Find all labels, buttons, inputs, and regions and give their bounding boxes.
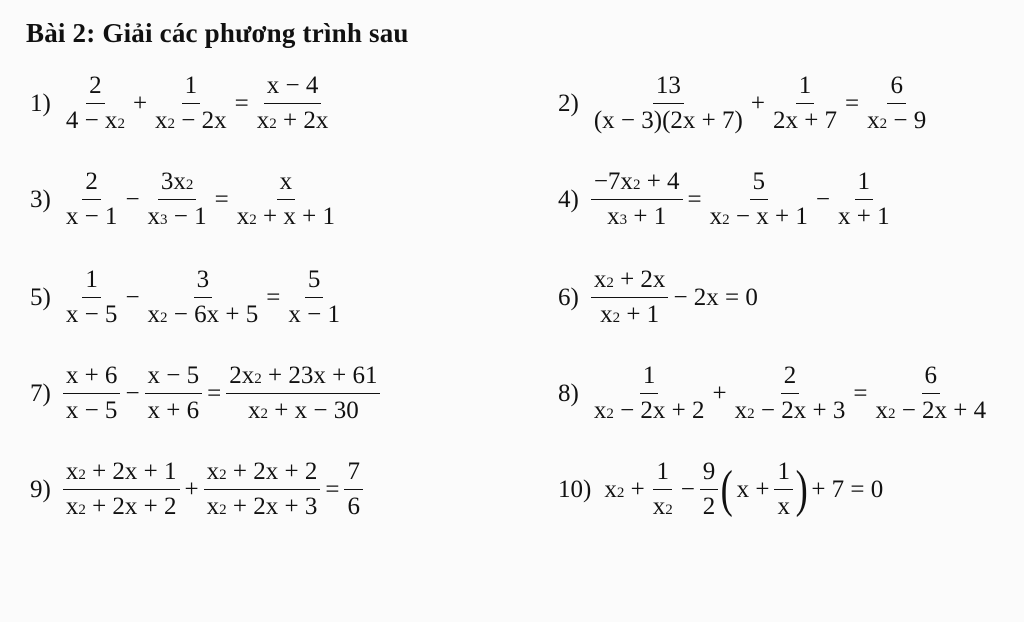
fraction	[63, 72, 128, 136]
fraction	[591, 266, 669, 330]
denominator: 2	[702, 492, 716, 520]
equals-sign: =	[853, 379, 868, 407]
denominator: $x^2 + 2x + 2$	[65, 492, 177, 520]
fraction	[204, 458, 321, 522]
fraction	[591, 72, 746, 136]
fraction	[63, 168, 121, 232]
fraction	[591, 362, 708, 426]
denominator: $x^2$	[652, 492, 673, 520]
inner-lead: x +	[736, 475, 770, 503]
numerator: $2x^2 + 23x + 61$	[226, 362, 380, 394]
numerator: x + 6	[63, 362, 121, 394]
fraction	[145, 266, 262, 330]
equation-number: 5)	[30, 283, 51, 311]
operator: −	[125, 283, 140, 311]
denominator: x − 1	[65, 202, 118, 230]
equation-number: 2)	[558, 89, 579, 117]
denominator: $x^2 - 2x + 4$	[875, 396, 987, 424]
fraction	[63, 458, 180, 522]
fraction	[835, 168, 893, 232]
fraction	[872, 362, 989, 426]
equation-10	[558, 458, 886, 522]
fraction	[285, 266, 343, 330]
exercise-title: Bài 2: Giải các phương trình sau	[26, 18, 409, 48]
denominator: $x^2 + 1$	[600, 300, 660, 328]
denominator: x + 1	[837, 202, 890, 230]
equation-1	[30, 72, 333, 136]
equation-tail: − 2x = 0	[673, 283, 758, 311]
numerator: 6	[887, 72, 906, 104]
denominator: x − 5	[65, 396, 118, 424]
numerator: 1	[796, 72, 815, 104]
equation-number: 8)	[558, 379, 579, 407]
operator: −	[680, 475, 695, 503]
denominator: $x^2 + x + 1$	[236, 202, 335, 230]
equation-number: 4)	[558, 185, 579, 213]
fraction	[254, 72, 332, 136]
numerator: 5	[305, 266, 324, 298]
equals-sign: =	[266, 283, 281, 311]
equation-9	[30, 458, 365, 522]
fraction	[344, 458, 363, 522]
equals-sign: =	[214, 185, 229, 213]
equation-number: 9)	[30, 475, 51, 503]
denominator: $x^3 - 1$	[147, 202, 207, 230]
denominator: x	[777, 492, 790, 520]
parenthesized-group	[720, 458, 808, 522]
numerator: 2	[86, 72, 105, 104]
denominator: $x^2 + 2x$	[256, 106, 329, 134]
fraction	[774, 458, 793, 522]
numerator: 7	[344, 458, 363, 490]
denominator: $x^2 - 2x + 2$	[593, 396, 705, 424]
operator: +	[184, 475, 199, 503]
left-paren: (	[720, 460, 734, 518]
numerator: 2	[781, 362, 800, 394]
numerator: 6	[922, 362, 941, 394]
fraction	[145, 168, 210, 232]
fraction	[152, 72, 230, 136]
equation-lead: $x^2$ +	[604, 475, 645, 503]
denominator: $x^2 + x - 30$	[248, 396, 359, 424]
equals-sign: =	[234, 89, 249, 117]
equation-number: 6)	[558, 283, 579, 311]
numerator: $x^2 + 2x + 2$	[204, 458, 321, 490]
equation-8	[558, 362, 991, 426]
equals-sign: =	[845, 89, 860, 117]
operator: −	[815, 185, 830, 213]
operator: −	[125, 379, 140, 407]
equation-2	[558, 72, 931, 136]
denominator: $x^2 - 9$	[867, 106, 927, 134]
fraction	[700, 458, 719, 522]
denominator: 2x + 7	[772, 106, 838, 134]
numerator: 9	[700, 458, 719, 490]
operator: +	[750, 89, 765, 117]
numerator: x − 4	[264, 72, 322, 104]
fraction	[864, 72, 929, 136]
numerator: x	[277, 168, 296, 200]
numerator: 5	[750, 168, 769, 200]
denominator: 6	[347, 492, 360, 520]
fraction	[226, 362, 380, 426]
numerator: $3x^2$	[158, 168, 197, 200]
numerator: $x^2 + 2x + 1$	[63, 458, 180, 490]
fraction	[63, 362, 121, 426]
fraction	[145, 362, 203, 426]
numerator: $-7x^2 + 4$	[591, 168, 683, 200]
operator: +	[132, 89, 148, 117]
equation-number: 1)	[30, 89, 51, 117]
denominator: x − 5	[65, 300, 118, 328]
numerator: 1	[653, 458, 672, 490]
numerator: x − 5	[145, 362, 203, 394]
denominator: $x^2 - 6x + 5$	[147, 300, 259, 328]
fraction	[234, 168, 338, 232]
fraction	[732, 362, 849, 426]
equation-3	[30, 168, 340, 232]
equation-4	[558, 168, 895, 232]
denominator: $x^2 + 2x + 3$	[206, 492, 318, 520]
equals-sign: =	[207, 379, 222, 407]
denominator: (x − 3)(2x + 7)	[593, 106, 743, 134]
equation-6	[558, 266, 761, 330]
numerator: 13	[653, 72, 684, 104]
operator: +	[712, 379, 727, 407]
fraction	[770, 72, 840, 136]
fraction	[63, 266, 121, 330]
equation-number: 10)	[558, 475, 592, 503]
fraction	[591, 168, 683, 232]
numerator: 1	[855, 168, 874, 200]
operator: −	[125, 185, 140, 213]
fraction	[707, 168, 811, 232]
equals-sign: =	[325, 475, 340, 503]
equation-tail: + 7 = 0	[811, 475, 884, 503]
numerator: 1	[774, 458, 793, 490]
denominator: $x^2 - 2x$	[155, 106, 227, 134]
numerator: 1	[82, 266, 101, 298]
denominator: $x^2 - 2x + 3$	[734, 396, 846, 424]
equation-number: 3)	[30, 185, 51, 213]
equation-5	[30, 266, 345, 330]
right-paren: )	[795, 460, 808, 518]
numerator: 1	[640, 362, 659, 394]
denominator: x − 1	[288, 300, 340, 328]
denominator: $4 - x^2$	[65, 106, 125, 134]
numerator: $x^2 + 2x$	[591, 266, 669, 298]
fraction	[650, 458, 676, 522]
numerator: 2	[82, 168, 101, 200]
numerator: 3	[194, 266, 213, 298]
equation-number: 7)	[30, 379, 51, 407]
numerator: 1	[182, 72, 201, 104]
equals-sign: =	[687, 185, 702, 213]
denominator: $x^3 + 1$	[607, 202, 667, 230]
denominator: x + 6	[147, 396, 200, 424]
denominator: $x^2 - x + 1$	[709, 202, 808, 230]
equation-7	[30, 362, 382, 426]
